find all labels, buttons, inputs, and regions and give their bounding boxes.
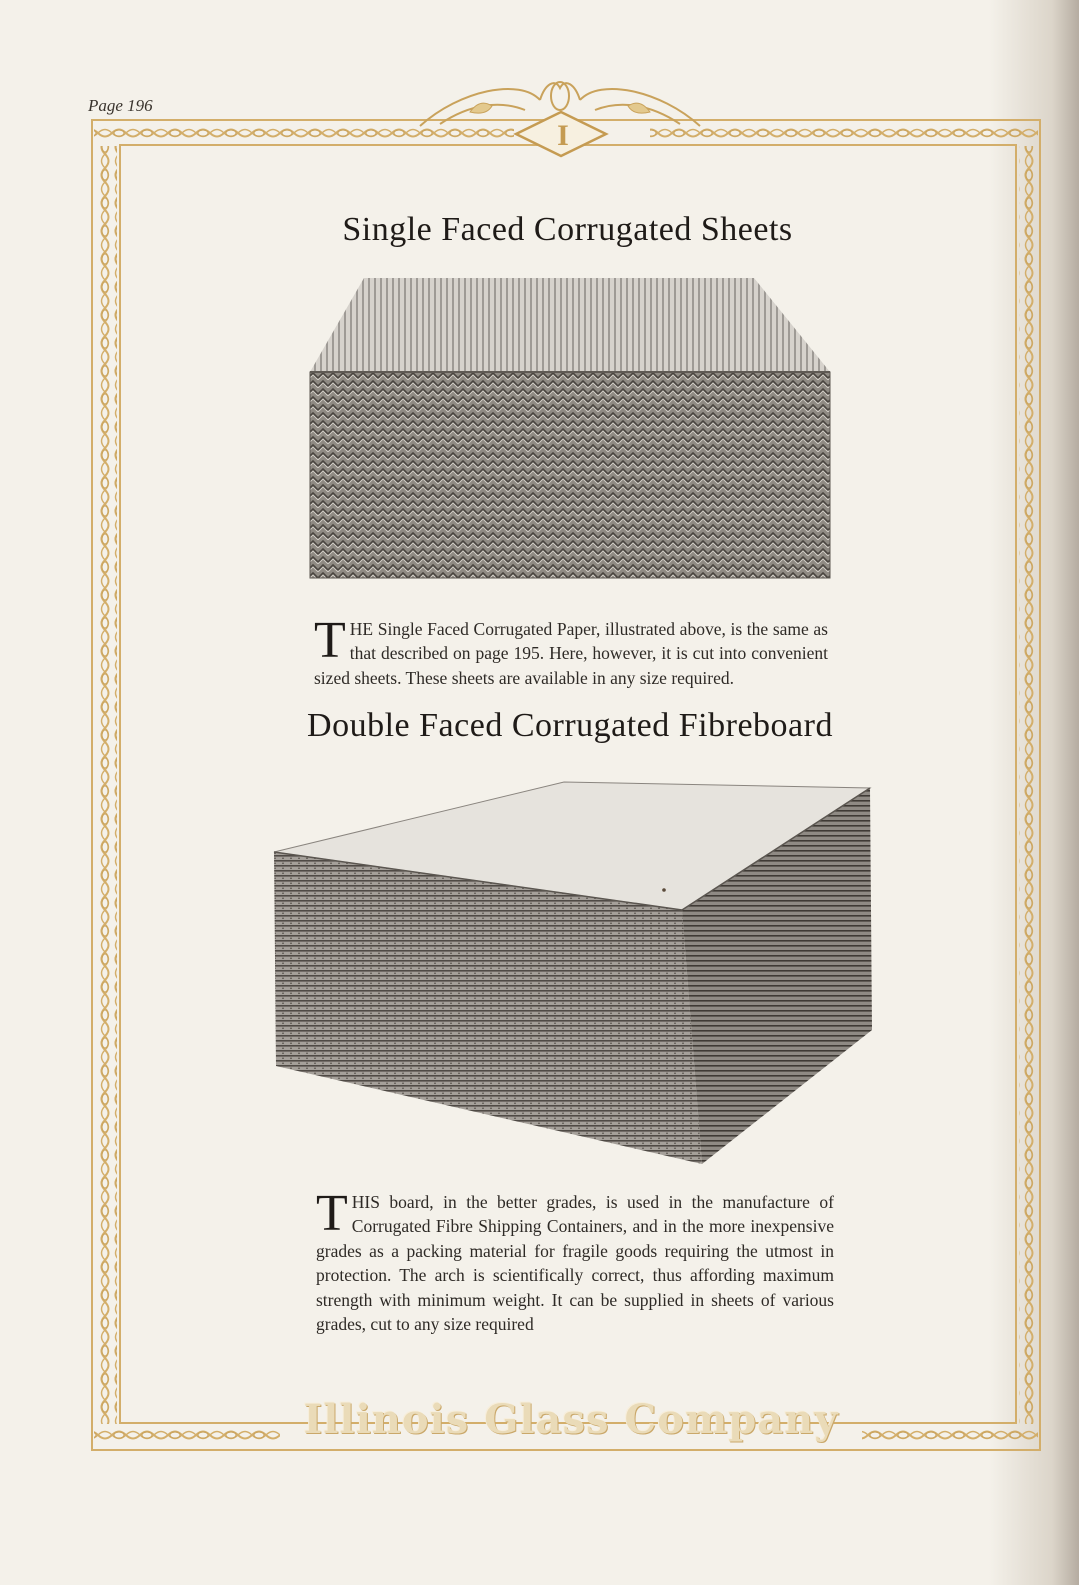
page-number: Page 196 <box>88 96 153 115</box>
emblem-letter: I <box>557 119 569 152</box>
company-name-footer: Illinois Glass Company <box>303 1396 839 1443</box>
section2-paragraph <box>316 1184 834 1337</box>
section2-drop-cap: T <box>316 1184 348 1242</box>
section2-text: HIS board, in the better grades, is used in the manufacture of Corrugated Fibre Shipping Containers, and in the more inexpensive grades as a packing material for fragile goods requiring the utmost in protection. The arch is scientifically correct, thus affording maximum strength with minimum weight. It can be supplied in sheets of various grades, cut to any size required <box>316 1191 834 1334</box>
section1-drop-cap: T <box>314 611 346 669</box>
section2-title: Double Faced Corrugated Fibreboard <box>307 707 833 744</box>
section1-title: Single Faced Corrugated Sheets <box>342 211 793 248</box>
section1-text: HE Single Faced Corrugated Paper, illustrated above, is the same as that described on page 195. Here, however, it is cut into convenient sized sheets. These sheets are available in any size required. <box>314 618 828 688</box>
double-faced-fibreboard-illustration <box>272 780 876 1166</box>
single-faced-sheets-illustration <box>308 276 832 582</box>
section1-paragraph <box>314 611 828 691</box>
